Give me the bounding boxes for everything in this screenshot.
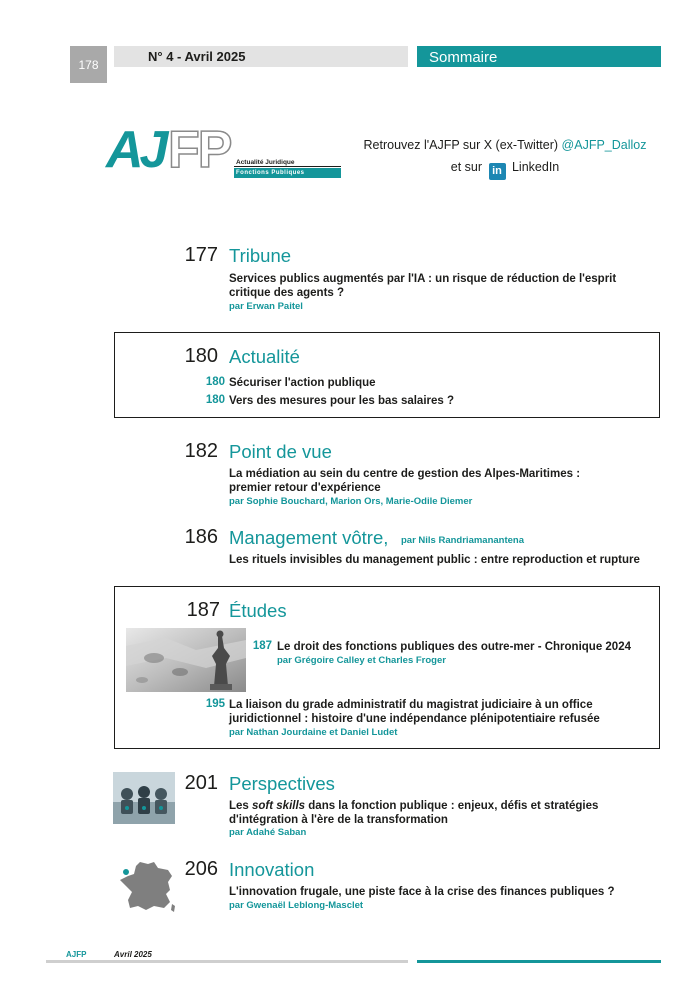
- perspectives-illustration-graphic: [113, 772, 175, 824]
- social-linkedin-text: et sur: [450, 160, 483, 174]
- logo-subtitle-1: Actualité Juridique: [234, 158, 341, 167]
- ajfp-logo: [106, 121, 341, 184]
- section-title: Sommaire: [417, 46, 661, 67]
- perspectives-illustration: [113, 772, 175, 824]
- social-block: [345, 134, 665, 180]
- linkedin-icon[interactable]: in: [489, 163, 506, 180]
- etudes-illustration: [126, 628, 246, 692]
- point-de-vue-page: 182: [184, 440, 218, 462]
- etudes-item-2-page: 195: [205, 698, 225, 710]
- point-de-vue-subtitle-1: La médiation au sein du centre de gestion des Alpes-Maritimes :: [229, 468, 581, 480]
- x-handle-link[interactable]: @AJFP_Dalloz: [561, 138, 647, 152]
- etudes-title[interactable]: Études: [229, 600, 287, 621]
- logo-subtitle-2: Fonctions Publiques: [234, 168, 341, 178]
- perspectives-subtitle-post: dans la fonction publique : enjeux, défis et stratégies: [305, 800, 599, 812]
- etudes-illustration-graphic: [126, 628, 246, 692]
- etudes-item-2-line-2[interactable]: juridictionnel : histoire d'une indépendance plénipotentiaire refusée: [229, 713, 600, 725]
- etudes-item-1-author: par Grégoire Calley et Charles Froger: [277, 655, 446, 666]
- actualite-item-1[interactable]: Sécuriser l'action publique: [229, 377, 376, 389]
- page-number: 178: [70, 46, 107, 83]
- footer-date: Avril 2025: [114, 950, 152, 959]
- tribune-author: par Erwan Paitel: [229, 301, 303, 312]
- management-subtitle: Les rituels invisibles du management public : entre reproduction et rupture: [229, 554, 640, 566]
- perspectives-author: par Adahé Saban: [229, 827, 307, 838]
- point-de-vue-subtitle-2: premier retour d'expérience: [229, 482, 381, 494]
- etudes-page: 187: [186, 599, 220, 621]
- etudes-item-2-author: par Nathan Jourdaine et Daniel Ludet: [229, 727, 398, 738]
- social-x-text: Retrouvez l'AJFP sur X (ex-Twitter): [363, 138, 559, 152]
- etudes-item-1-page: 187: [252, 640, 272, 652]
- tribune-page: 177: [184, 244, 218, 266]
- tribune-subtitle-1: Services publics augmentés par l'IA : un risque de réduction de l'esprit: [229, 273, 617, 285]
- tribune-title[interactable]: Tribune: [229, 245, 292, 266]
- footer-bar-left: [46, 960, 408, 963]
- point-de-vue-title[interactable]: Point de vue: [229, 441, 332, 462]
- innovation-page: 206: [184, 858, 218, 880]
- actualite-item-1-page: 180: [205, 376, 225, 388]
- perspectives-subtitle-pre: Les: [229, 800, 253, 812]
- innovation-subtitle: L'innovation frugale, une piste face à la crise des finances publiques ?: [229, 886, 615, 898]
- etudes-item-2-line-1[interactable]: La liaison du grade administratif du magistrat judiciaire à un office: [229, 699, 593, 711]
- actualite-item-2[interactable]: Vers des mesures pour les bas salaires ?: [229, 395, 455, 407]
- perspectives-page: 201: [184, 772, 218, 794]
- perspectives-subtitle-em: soft skills: [252, 800, 306, 812]
- linkedin-link[interactable]: LinkedIn: [511, 160, 560, 174]
- innovation-author: par Gwenaël Leblong-Masclet: [229, 900, 364, 911]
- actualite-page: 180: [184, 345, 218, 367]
- issue-label: N° 4 - Avril 2025: [114, 46, 408, 67]
- tribune-subtitle-2: critique des agents ?: [229, 287, 345, 299]
- footer-bar-right: [417, 960, 661, 963]
- perspectives-subtitle-1: [229, 799, 598, 813]
- etudes-item-1[interactable]: Le droit des fonctions publiques des outre-mer - Chronique 2024: [277, 641, 631, 653]
- actualite-item-2-page: 180: [205, 394, 225, 406]
- management-author: par Nils Randriamanantena: [401, 535, 525, 546]
- point-de-vue-author: par Sophie Bouchard, Marion Ors, Marie-Odile Diemer: [229, 496, 473, 507]
- perspectives-title[interactable]: Perspectives: [229, 773, 335, 794]
- perspectives-subtitle-2: d'intégration à l'ère de la transformation: [229, 814, 448, 826]
- management-page: 186: [184, 526, 218, 548]
- logo-fp: FP: [168, 121, 231, 179]
- footer-journal: AJFP: [66, 950, 87, 959]
- management-title[interactable]: Management vôtre,: [229, 527, 389, 548]
- logo-aj: AJ: [106, 121, 165, 179]
- innovation-title[interactable]: Innovation: [229, 859, 315, 880]
- actualite-title[interactable]: Actualité: [229, 346, 300, 367]
